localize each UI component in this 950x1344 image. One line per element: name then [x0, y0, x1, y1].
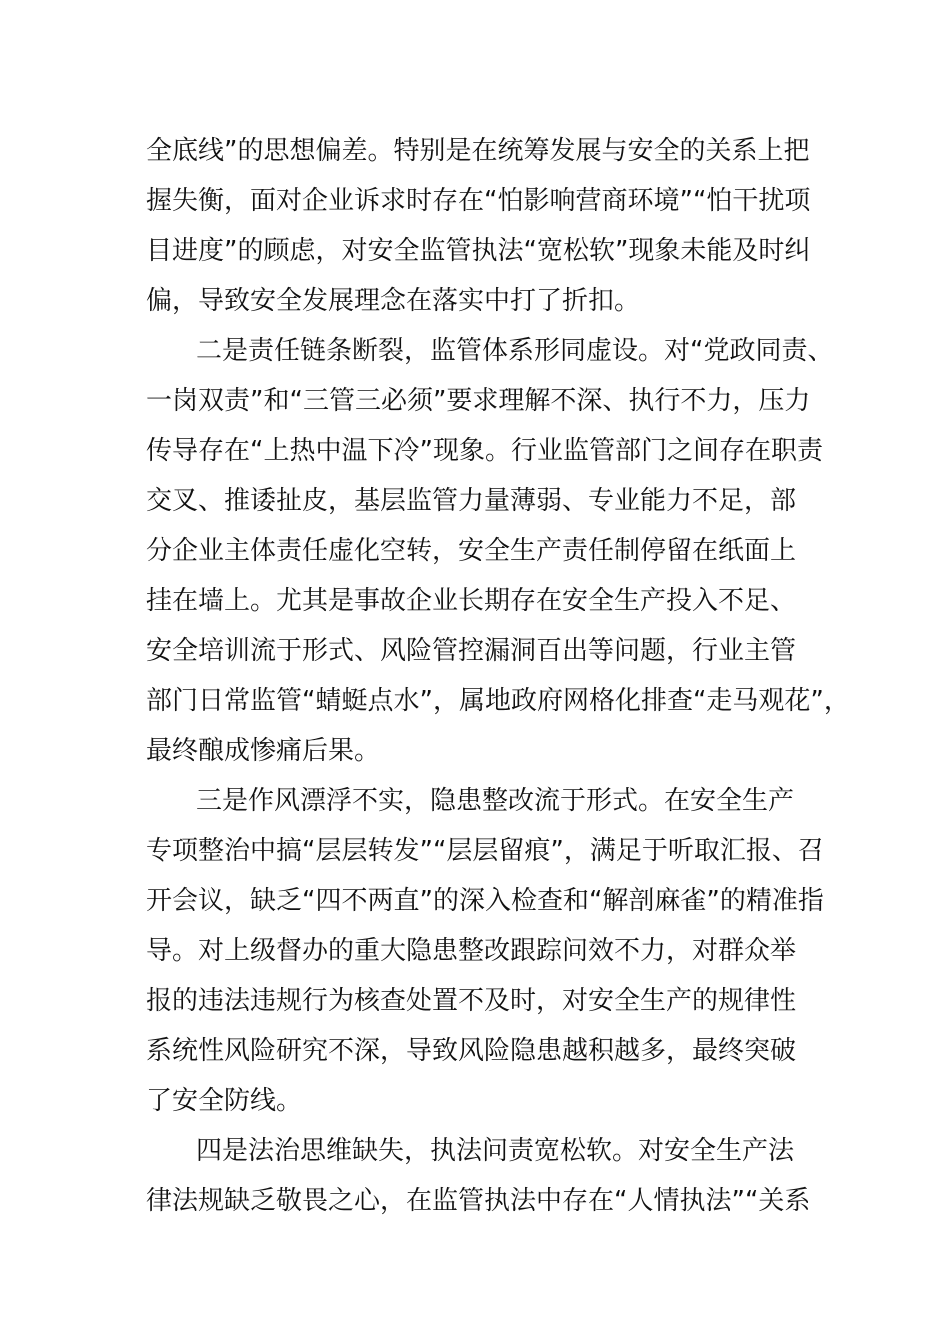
text-line: 安全培训流于形式、风险管控漏洞百出等问题，行业主管 [146, 636, 797, 666]
text-line: 了安全防线。 [146, 1086, 303, 1116]
text-line: 握失衡，面对企业诉求时存在“怕影响营商环境”“怕干扰项 [146, 186, 811, 216]
text-line: 最终酿成惨痛后果。 [146, 736, 381, 766]
text-line: 系统性风险研究不深，导致风险隐患越积越多，最终突破 [146, 1036, 797, 1066]
text-line: 专项整治中搞“层层转发”“层层留痕”，满足于听取汇报、召 [146, 836, 824, 866]
text-line: 报的违法违规行为核查处置不及时，对安全生产的规律性 [146, 986, 797, 1016]
text-line: 导。对上级督办的重大隐患整改跟踪问效不力，对群众举 [146, 936, 797, 966]
text-line: 挂在墙上。尤其是事故企业长期存在安全生产投入不足、 [146, 586, 797, 616]
text-line: 交叉、推诿扯皮，基层监管力量薄弱、专业能力不足，部 [146, 486, 797, 516]
text-line: 律法规缺乏敬畏之心，在监管执法中存在“人情执法”“关系 [146, 1186, 811, 1216]
text-line: 分企业主体责任虚化空转，安全生产责任制停留在纸面上 [146, 536, 797, 566]
text-line: 目进度”的顾虑，对安全监管执法“宽松软”现象未能及时纠 [146, 236, 811, 266]
paragraph-heading-line: 二是责任链条断裂，监管体系形同虚设。对“党政同责、 [196, 336, 834, 366]
text-line: 全底线”的思想偏差。特别是在统筹发展与安全的关系上把 [146, 136, 810, 166]
text-line: 传导存在“上热中温下冷”现象。行业监管部门之间存在职责 [146, 436, 823, 466]
text-line: 一岗双责”和“三管三必须”要求理解不深、执行不力，压力 [146, 386, 811, 416]
text-line: 偏，导致安全发展理念在落实中打了折扣。 [146, 286, 641, 316]
paragraph-heading-line: 三是作风漂浮不实，隐患整改流于形式。在安全生产 [196, 786, 795, 816]
paragraph-heading-line: 四是法治思维缺失，执法问责宽松软。对安全生产法 [196, 1136, 795, 1166]
text-line: 部门日常监管“蜻蜓点水”，属地政府网格化排查“走马观花”， [146, 686, 850, 716]
document-body [146, 126, 850, 1226]
text-line: 开会议，缺乏“四不两直”的深入检查和“解剖麻雀”的精准指 [146, 886, 824, 916]
